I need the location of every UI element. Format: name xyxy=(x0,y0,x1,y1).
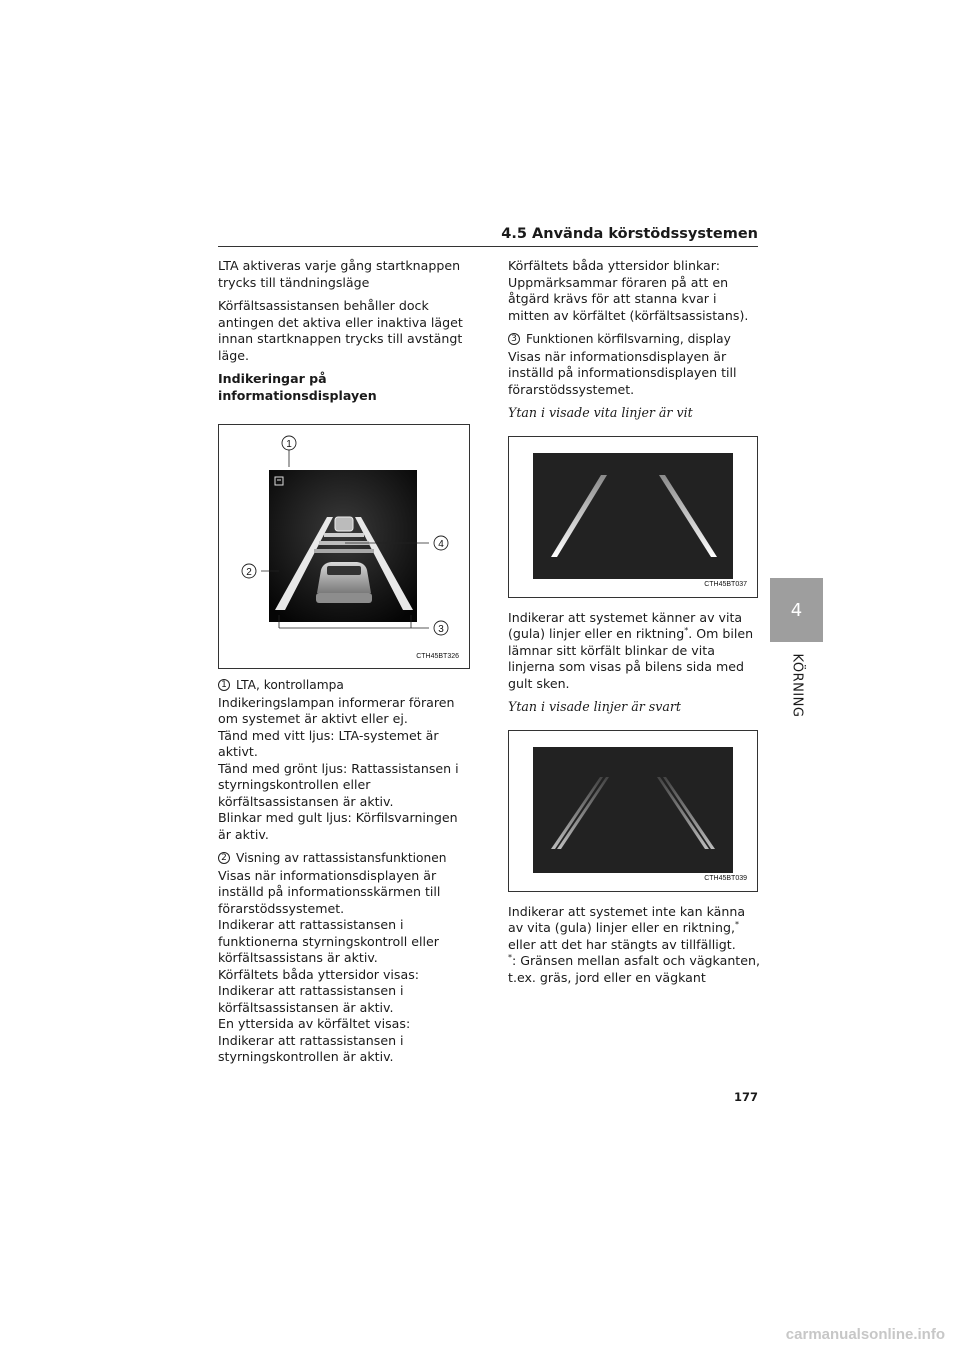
section-title: 4.5 Använda körstödssystemen xyxy=(501,226,758,242)
item-text: Körfältets båda yttersidor visas: Indikerar att rattassistansen i körfältsassistansen är aktiv. xyxy=(218,966,420,1015)
item-text: Indikeringslampan informerar föraren om systemet är aktivt eller ej. xyxy=(218,694,455,726)
paragraph: Körfältsassistansen behåller dock antingen det aktiva eller inaktiva läget innan startknappen trycks till avstängt läge. xyxy=(218,298,463,363)
white-lane-lines-illustration xyxy=(509,437,757,597)
item-text: En yttersida av körfältet visas: Indikerar att rattassistansen i styrningskontrollen är aktiv. xyxy=(218,1016,411,1064)
callout-3: 3 xyxy=(438,624,444,635)
number-circle: 3 xyxy=(508,333,520,345)
item-text: Tänd med vitt ljus: LTA-systemet är aktivt. xyxy=(218,727,439,759)
figure-caption: Ytan i visade linjer är svart xyxy=(508,699,681,714)
paragraph: Körfältets båda yttersidor blinkar: Uppmärksammar föraren på att en åtgärd krävs för att stanna kvar i mitten av körfältet (körfältsassistans). xyxy=(508,258,749,323)
callout-2: 2 xyxy=(246,567,252,578)
number-circle: 2 xyxy=(218,852,230,864)
dark-lane-lines-illustration xyxy=(509,731,757,891)
callout-1: 1 xyxy=(286,439,292,450)
item-text: Indikerar att rattassistansen i funktionerna styrningskontroll eller körfältsassistans är aktiv. xyxy=(218,917,439,965)
number-circle: 1 xyxy=(218,679,230,691)
item-title: Funktionen körfilsvarning, display xyxy=(526,332,731,346)
subheading: Indikeringar på informationsdisplayen xyxy=(218,371,377,403)
item-2-title xyxy=(218,850,470,867)
item-title: LTA, kontrollampa xyxy=(236,678,344,692)
item-text: Blinkar med gult ljus: Körfilsvarningen är aktiv. xyxy=(218,810,458,842)
chapter-tab: 4 xyxy=(770,578,823,642)
item-text: Visas när informationsdisplayen är inställd på informationsskärmen till förarstödssystemet. xyxy=(218,867,441,916)
item-3-title xyxy=(508,331,760,348)
watermark: carmanualsonline.info xyxy=(785,1326,945,1343)
item-1-title xyxy=(218,677,470,694)
item-title: Visning av rattassistansfunktionen xyxy=(236,851,447,865)
figure-label: CTH45BT326 xyxy=(416,652,459,660)
lta-display-illustration xyxy=(219,425,469,668)
header-rule xyxy=(218,246,758,247)
paragraph: Indikerar att systemet känner av vita (gula) linjer eller en riktning*. Om bilen lämnar sitt körfält blinkar de vita linjerna som visas på bilens sida med gult sken. xyxy=(508,609,754,691)
footnote: *: Gränsen mellan asfalt och vägkanten, t.ex. gräs, jord eller en vägkant xyxy=(508,952,760,985)
item-text: Visas när informationsdisplayen är inställd på informationsdisplayen till förarstödssystemet. xyxy=(508,348,737,397)
right-column xyxy=(508,258,760,986)
figure-label: CTH45BT037 xyxy=(704,581,747,588)
figure-caption: Ytan i visade vita linjer är vit xyxy=(508,405,693,420)
paragraph: LTA aktiveras varje gång startknappen trycks till tändningsläge xyxy=(218,258,461,290)
figure-dark-lines xyxy=(508,730,758,892)
figure-label: CTH45BT039 xyxy=(704,875,747,882)
callout-4: 4 xyxy=(438,539,444,550)
page-number: 177 xyxy=(733,1090,758,1104)
left-column xyxy=(218,258,470,1066)
item-text: Tänd med grönt ljus: Rattassistansen i styrningskontrollen eller körfältsassistansen är aktiv. xyxy=(218,760,459,809)
figure-lta-display xyxy=(218,424,470,669)
figure-white-lines xyxy=(508,436,758,598)
chapter-label: KÖRNING xyxy=(789,653,804,717)
paragraph: Indikerar att systemet inte kan känna av vita (gula) linjer eller en riktning,* eller att det har stängts av tillfälligt. xyxy=(508,903,746,952)
